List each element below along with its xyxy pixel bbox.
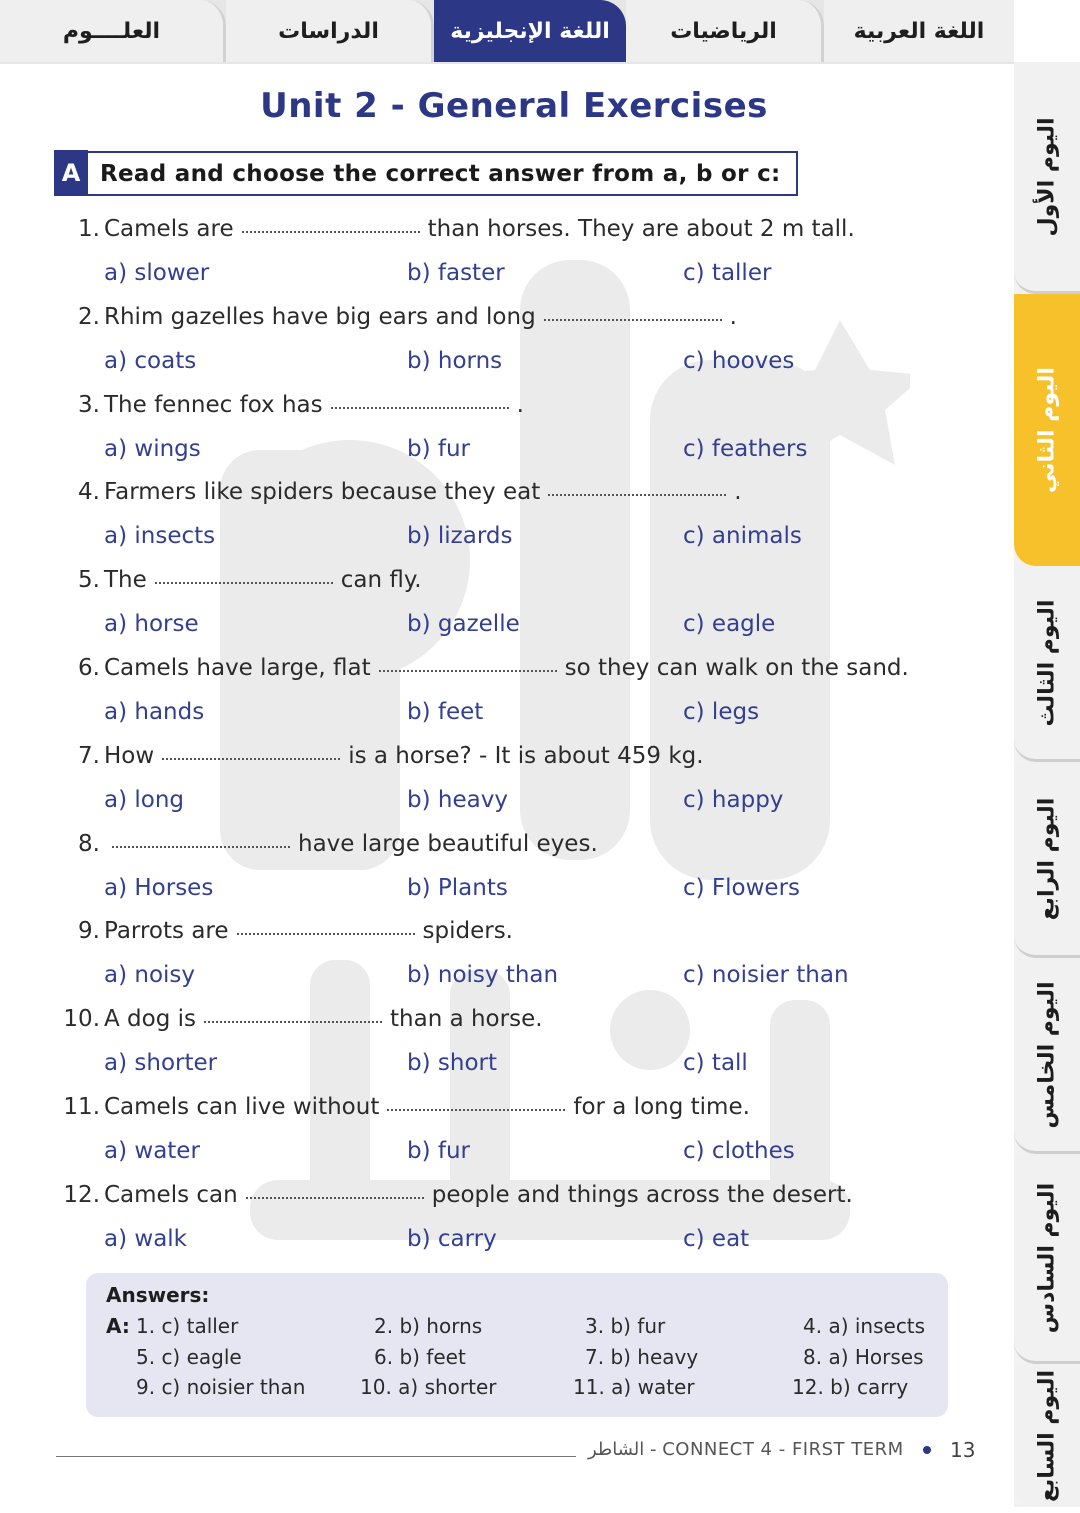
answer-item: 5. c) eagle bbox=[136, 1345, 242, 1369]
option-b[interactable]: b) heavy bbox=[407, 786, 508, 813]
question-8 bbox=[56, 831, 598, 857]
question-text-before: Camels can live without bbox=[104, 1094, 380, 1120]
question-2 bbox=[56, 304, 737, 330]
question-number: 5. bbox=[78, 567, 100, 594]
tab-arabic[interactable]: اللغة العربية bbox=[824, 0, 1014, 62]
page-number: 13 bbox=[950, 1438, 976, 1462]
answer-item: 2. b) horns bbox=[374, 1314, 483, 1338]
question-text-before: How bbox=[104, 742, 155, 769]
answers-label: A: bbox=[106, 1314, 130, 1338]
day-tab-label: اليوم السابع bbox=[1034, 1369, 1060, 1502]
answer-item: 11. a) water bbox=[573, 1375, 695, 1399]
question-number: 8. bbox=[78, 830, 100, 857]
question-text-after: can fly. bbox=[340, 567, 422, 594]
day-tab-4[interactable] bbox=[1014, 762, 1080, 958]
subject-tab-bar bbox=[0, 0, 1014, 64]
day-tab-label: اليوم الثالث bbox=[1034, 599, 1060, 726]
page-title: Unit 2 - General Exercises bbox=[260, 86, 768, 126]
option-c[interactable]: c) happy bbox=[683, 786, 784, 813]
question-5 bbox=[56, 567, 422, 593]
question-number: 4. bbox=[78, 479, 100, 506]
question-text-after: . bbox=[729, 303, 737, 330]
question-4 bbox=[56, 479, 742, 505]
answer-blank[interactable] bbox=[162, 758, 340, 760]
answer-item: 4. a) insects bbox=[803, 1314, 926, 1338]
question-text-after: . bbox=[734, 479, 742, 506]
option-a[interactable]: a) walk bbox=[104, 1225, 187, 1252]
option-b[interactable]: b) fur bbox=[407, 1138, 471, 1164]
option-c[interactable]: c) animals bbox=[683, 523, 802, 550]
question-1 bbox=[56, 216, 855, 242]
day-tab-label: اليوم السادس bbox=[1034, 1182, 1060, 1333]
question-text-before: Rhim gazelles have big ears and long bbox=[104, 303, 536, 330]
day-tab-label: اليوم الأول bbox=[1034, 116, 1060, 237]
option-c[interactable]: c) feathers bbox=[683, 435, 808, 462]
option-a[interactable]: a) hands bbox=[104, 699, 205, 725]
footer-text: الشاطر - CONNECT 4 - FIRST TERM bbox=[588, 1439, 904, 1460]
option-a[interactable]: a) wings bbox=[104, 435, 201, 462]
question-text-before: Camels are bbox=[104, 216, 234, 242]
question-text-before: Camels can bbox=[104, 1181, 238, 1208]
question-10 bbox=[56, 1006, 543, 1032]
option-c[interactable]: c) tall bbox=[683, 1050, 748, 1077]
answer-item: 7. b) heavy bbox=[585, 1345, 699, 1369]
option-b[interactable]: b) feet bbox=[407, 699, 484, 725]
section-instruction: Read and choose the correct answer from a, b or c: bbox=[100, 160, 781, 187]
question-text-after: have large beautiful eyes. bbox=[298, 830, 598, 857]
question-12 bbox=[56, 1182, 853, 1208]
answer-blank[interactable] bbox=[387, 1109, 565, 1111]
footer-divider bbox=[56, 1456, 576, 1457]
question-text-before: A dog is bbox=[104, 1006, 196, 1033]
option-a[interactable]: a) long bbox=[104, 786, 185, 813]
answer-blank[interactable] bbox=[242, 231, 420, 233]
question-text-before: The bbox=[104, 567, 147, 594]
option-c[interactable]: c) clothes bbox=[683, 1138, 795, 1164]
question-text-after: is a horse? - It is about 459 kg. bbox=[348, 742, 704, 769]
option-c[interactable]: c) legs bbox=[683, 699, 760, 725]
option-a[interactable]: a) water bbox=[104, 1138, 200, 1164]
answer-blank[interactable] bbox=[544, 319, 722, 321]
option-a[interactable]: a) noisy bbox=[104, 962, 196, 989]
answers-title: Answers: bbox=[106, 1283, 210, 1307]
option-c[interactable]: c) hooves bbox=[683, 347, 795, 374]
question-text-after: so they can walk on the sand. bbox=[564, 655, 909, 681]
answer-blank[interactable] bbox=[548, 494, 726, 496]
option-b[interactable]: b) noisy than bbox=[407, 962, 559, 989]
question-6 bbox=[56, 655, 909, 681]
question-9 bbox=[56, 918, 513, 944]
question-text-after: than horses. They are about 2 m tall. bbox=[427, 216, 855, 242]
question-number: 9. bbox=[78, 918, 100, 945]
question-number: 7. bbox=[78, 742, 100, 769]
option-c[interactable]: c) eagle bbox=[683, 611, 776, 638]
answer-blank[interactable] bbox=[331, 407, 509, 409]
question-number: 2. bbox=[78, 303, 100, 330]
tab-social-studies[interactable]: الدراسات bbox=[226, 0, 434, 62]
option-b[interactable]: b) horns bbox=[407, 347, 503, 374]
option-a[interactable]: a) Horses bbox=[104, 874, 214, 901]
question-text-after: spiders. bbox=[422, 918, 513, 945]
option-b[interactable]: b) Plants bbox=[407, 874, 508, 901]
question-text-after: . bbox=[516, 391, 524, 418]
answer-item: 1. c) taller bbox=[136, 1314, 239, 1338]
question-number: 12. bbox=[63, 1181, 100, 1208]
answer-item: 12. b) carry bbox=[792, 1375, 909, 1399]
section-letter: A bbox=[54, 150, 88, 195]
day-tab-label: اليوم الرابع bbox=[1034, 797, 1060, 920]
question-text-before: Parrots are bbox=[104, 918, 229, 945]
question-7 bbox=[56, 743, 704, 769]
answer-blank[interactable] bbox=[246, 1197, 424, 1199]
question-text-before: Farmers like spiders because they eat bbox=[104, 479, 541, 506]
day-tab-3[interactable] bbox=[1014, 566, 1080, 762]
option-b[interactable]: b) fur bbox=[407, 435, 471, 462]
question-text-before: The fennec fox has bbox=[104, 391, 323, 418]
question-number: 10. bbox=[63, 1006, 100, 1033]
answer-item: 10. a) shorter bbox=[360, 1375, 497, 1399]
answer-blank[interactable] bbox=[204, 1021, 382, 1023]
option-b[interactable]: b) carry bbox=[407, 1225, 497, 1252]
tab-science[interactable]: العلــــوم bbox=[0, 0, 226, 62]
day-tab-label: اليوم الخامس bbox=[1034, 981, 1060, 1128]
option-a[interactable]: a) coats bbox=[104, 347, 197, 374]
answer-item: 3. b) fur bbox=[585, 1314, 666, 1338]
option-c[interactable]: c) taller bbox=[683, 260, 772, 286]
answer-item: 9. c) noisier than bbox=[136, 1375, 306, 1399]
answers-box bbox=[86, 1273, 948, 1417]
answer-blank[interactable] bbox=[155, 582, 333, 584]
answer-item: 8. a) Horses bbox=[803, 1345, 924, 1369]
question-number: 6. bbox=[78, 655, 100, 681]
question-3 bbox=[56, 392, 524, 418]
day-tab-5[interactable] bbox=[1014, 958, 1080, 1154]
option-a[interactable]: a) shorter bbox=[104, 1050, 218, 1077]
option-c[interactable]: c) Flowers bbox=[683, 874, 801, 901]
option-b[interactable]: b) short bbox=[407, 1050, 497, 1077]
tab-english[interactable]: اللغة الإنجليزية bbox=[434, 0, 626, 62]
answer-blank[interactable] bbox=[112, 846, 290, 848]
answer-blank[interactable] bbox=[237, 933, 415, 935]
answer-item: 6. b) feet bbox=[374, 1345, 466, 1369]
option-a[interactable]: a) horse bbox=[104, 611, 199, 638]
question-text-after: people and things across the desert. bbox=[431, 1181, 853, 1208]
day-tab-label: اليوم الثاني bbox=[1034, 367, 1060, 493]
question-number: 1. bbox=[78, 216, 100, 242]
option-b[interactable]: b) gazelle bbox=[407, 611, 520, 638]
answer-blank[interactable] bbox=[379, 670, 557, 672]
option-c[interactable]: c) eat bbox=[683, 1225, 750, 1252]
question-number: 11. bbox=[63, 1094, 100, 1120]
day-tab-7[interactable] bbox=[1014, 1364, 1080, 1507]
option-c[interactable]: c) noisier than bbox=[683, 962, 849, 989]
day-tab-2[interactable] bbox=[1014, 294, 1080, 566]
question-text-after: for a long time. bbox=[573, 1094, 750, 1120]
section-header bbox=[54, 151, 798, 196]
question-text-after: than a horse. bbox=[390, 1006, 543, 1033]
question-number: 3. bbox=[78, 391, 100, 418]
option-a[interactable]: a) insects bbox=[104, 523, 216, 550]
option-b[interactable]: b) lizards bbox=[407, 523, 513, 550]
option-a[interactable]: a) slower bbox=[104, 260, 210, 286]
option-b[interactable]: b) faster bbox=[407, 260, 505, 286]
question-text-before: Camels have large, flat bbox=[104, 655, 371, 681]
bullet-icon bbox=[923, 1446, 931, 1454]
day-tab-6[interactable] bbox=[1014, 1154, 1080, 1364]
day-tab-bar bbox=[1014, 62, 1080, 1507]
question-11 bbox=[56, 1094, 750, 1120]
tab-math[interactable]: الرياضيات bbox=[626, 0, 824, 62]
